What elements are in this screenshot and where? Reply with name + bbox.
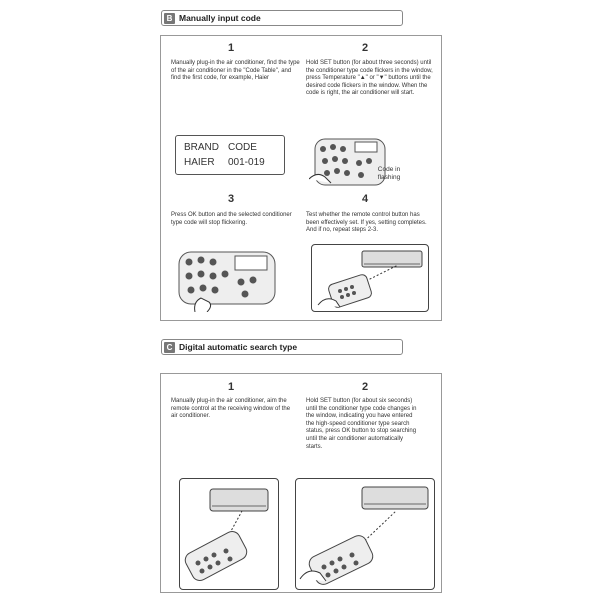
section-b-header xyxy=(161,10,403,26)
press-ok-illustration xyxy=(175,246,285,312)
aim-remote-illustration xyxy=(179,478,279,590)
ac-search-image xyxy=(296,479,434,589)
code-table-brand-value: HAIER xyxy=(184,157,215,168)
code-table-brand-header: BRAND xyxy=(184,142,220,153)
search-mode-illustration xyxy=(295,478,435,590)
step-b1-text: Manually plug-in the air conditioner, find the type of the air conditioner in the "Code Table", and find the first code, for example, Haier xyxy=(171,60,300,82)
step-b2-number: 2 xyxy=(362,42,369,54)
ac-aim-image xyxy=(180,479,278,589)
step-b3-text: Press OK button and the selected conditioner type code will stop flickering. xyxy=(171,212,292,226)
step-b4-number: 4 xyxy=(362,193,369,205)
step-b1-number: 1 xyxy=(228,42,235,54)
ac-and-remote-image xyxy=(312,245,428,311)
code-table-code-value: 001-019 xyxy=(228,157,265,168)
step-b4-text: Test whether the remote control button has been effectively set. If yes, setting completes. And if no, repeat steps 2-3. xyxy=(306,212,427,234)
remote-ok-image xyxy=(175,246,285,312)
section-c-panel xyxy=(160,373,442,593)
step-c2-text: Hold SET button (for about six seconds) until the conditioner type code changes in the window, indicating you have entered the high-speed conditioner type search status, press OK button to stop searching until the air conditioner automatically starts. xyxy=(306,398,417,450)
code-flashing-callout: Code in flashing xyxy=(377,166,401,181)
section-b-letter: B xyxy=(164,13,175,24)
step-c1-text: Manually plug-in the air conditioner, aim the remote control at the receiving window of the air conditioner. xyxy=(171,398,291,420)
step-b3-number: 3 xyxy=(228,193,235,205)
section-c-letter: C xyxy=(164,342,175,353)
step-c2-number: 2 xyxy=(362,381,369,393)
section-b-panel xyxy=(160,35,442,321)
code-table-code-header: CODE xyxy=(228,142,257,153)
code-table xyxy=(175,135,285,175)
test-remote-illustration xyxy=(311,244,429,312)
section-b-title: Manually input code xyxy=(179,13,261,23)
step-c1-number: 1 xyxy=(228,381,235,393)
section-c-header xyxy=(161,339,403,355)
section-c-title: Digital automatic search type xyxy=(179,342,298,352)
step-b2-text: Hold SET button (for about three seconds) until the conditioner type code flickers in the window, press Temperature "▲" or "▼" buttons until the desired code flickers in the window. When the code is right, the air conditioner will start. xyxy=(306,60,433,97)
